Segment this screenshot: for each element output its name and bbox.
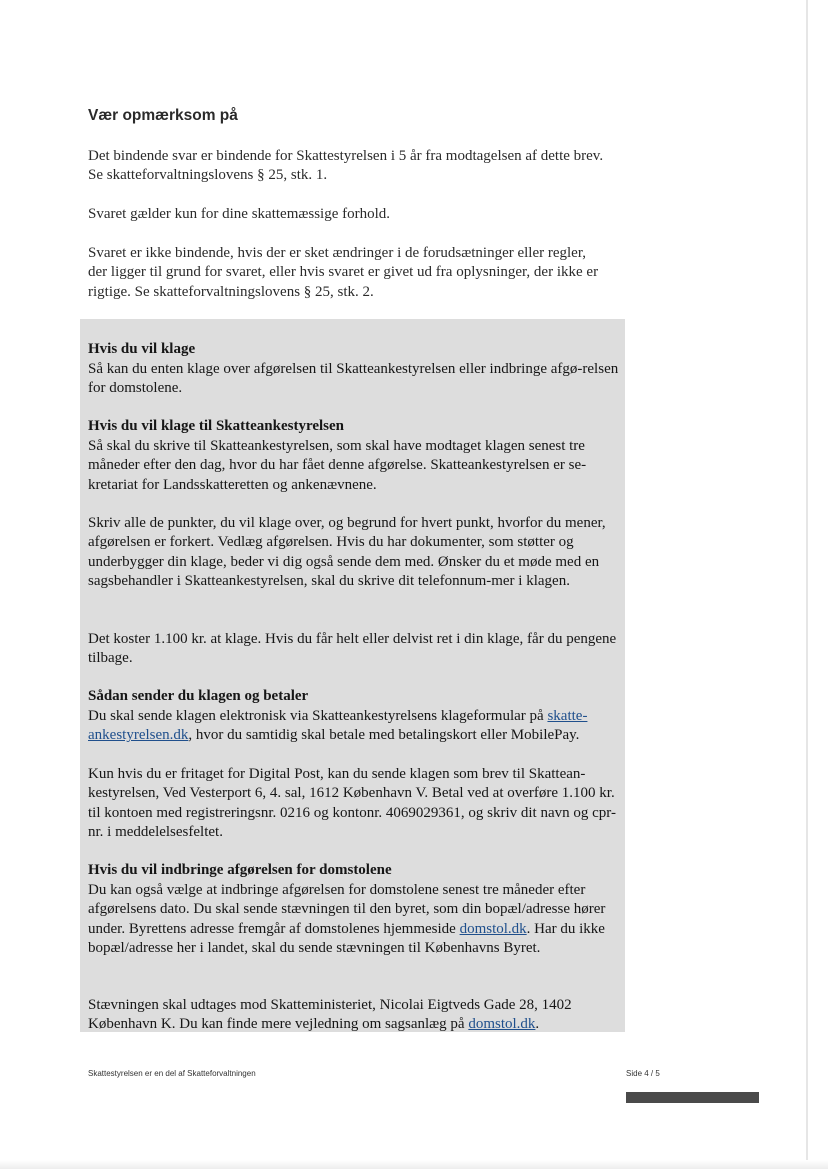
- section-text-skatteankestyrelsen: Så skal du skrive til Skatteankestyrelsen, som skal have modtaget klagen senest tre måneder efter den dag, hvor du har fået denne afgørelse. Skatteankestyrelsen er se-kretariat for Landsskatteretten og ankenævnene.: [88, 438, 587, 493]
- section-text-send-pay: [88, 707, 623, 746]
- scan-edge-bottom: [0, 1160, 828, 1169]
- courts-text-b: . Har du ikke bopæl/adresse her i landet, skal du sende stævningen til Københavns Byret.: [88, 920, 605, 956]
- section-text-complain: Så kan du enten klage over afgørelsen til Skatteankestyrelsen eller indbringe afgø-relsen for domstolene.: [88, 361, 619, 397]
- send-pay-text-a: Du skal sende klagen elektronisk via Skatteankestyrelsens klageformular på: [88, 708, 548, 724]
- section-text-cost: Det koster 1.100 kr. at klage. Hvis du får helt eller delvist ret i din klage, får du pengene tilbage.: [88, 631, 617, 667]
- page-heading: Vær opmærksom på: [88, 107, 238, 124]
- section-text-digital-post: Kun hvis du er fritaget for Digital Post, kan du sende klagen som brev til Skattean-kestyrelsen, Ved Vesterport 6, 4. sal, 1612 København V. Betal ved at overføre 1.100 kr. til kontoen med registreringsnr. 0216 og kontonr. 4069029361, og skriv dit navn og cpr-nr. i meddelelsesfeltet.: [88, 766, 616, 840]
- footer-agency: Skattestyrelsen er en del af Skatteforvaltningen: [88, 1069, 256, 1078]
- intro-paragraph-3: Svaret er ikke bindende, hvis der er sket ændringer i de forudsætninger eller regler, der ligger til grund for svaret, eller hvis svaret er givet ud fra oplysninger, der ikke er rigtige. Se skatteforvaltningslovens § 25, stk. 2.: [88, 245, 599, 300]
- section-text-points: Skriv alle de punkter, du vil klage over, og begrund for hvert punkt, hvorfor du mener, afgørelsen er forkert. Vedlæg afgørelsen. Hvis du har dokumenter, som støtter og underbygger din klage, beder vi dig også sende dem med. Ønsker du et møde med en sagsbehandler i Skatteankestyrelsen, skal du skrive dit telefonnum-mer i klagen.: [88, 515, 606, 589]
- section-title-send-pay: Sådan sender du klagen og betaler: [88, 688, 309, 704]
- section-text-courts: [88, 881, 623, 958]
- domstol-link[interactable]: domstol.dk: [459, 920, 527, 937]
- section-title-courts: Hvis du vil indbringe afgørelsen for domstolene: [88, 862, 392, 878]
- page-number: Side 4 / 5: [626, 1069, 660, 1078]
- section-title-complain: Hvis du vil klage: [88, 341, 196, 357]
- summons-text-b: .: [535, 1016, 540, 1033]
- intro-paragraph-1: Det bindende svar er bindende for Skattestyrelsen i 5 år fra modtagelsen af dette brev. Se skatteforvaltningslovens § 25, stk. 1.: [88, 148, 604, 184]
- section-title-skatteankestyrelsen: Hvis du vil klage til Skatteankestyrelsen: [88, 418, 344, 434]
- courts-text-a: Du kan også vælge at indbringe afgørelsen for domstolene senest tre måneder efter afgørelsens dato. Du skal sende stævningen til den byret, som din bopæl/adresse hører under. Byrettens adresse fremgår af domstolenes hjemmeside: [88, 882, 606, 937]
- send-pay-text-b: , hvor du samtidig skal betale med betalingskort eller MobilePay.: [188, 727, 580, 744]
- section-text-summons: [88, 996, 623, 1035]
- domstol-link-2[interactable]: domstol.dk: [468, 1016, 536, 1033]
- summons-text-a: Stævningen skal udtages mod Skatteministeriet, Nicolai Eigtveds Gade 28, 1402 København K. Du kan finde mere vejledning om sagsanlæg på: [88, 997, 572, 1033]
- scan-edge: [806, 0, 808, 1169]
- skatteankestyrelsen-link[interactable]: skatte-ankestyrelsen.dk: [88, 708, 588, 744]
- barcode: [626, 1092, 759, 1103]
- intro-paragraph-2: Svaret gælder kun for dine skattemæssige forhold.: [88, 206, 391, 222]
